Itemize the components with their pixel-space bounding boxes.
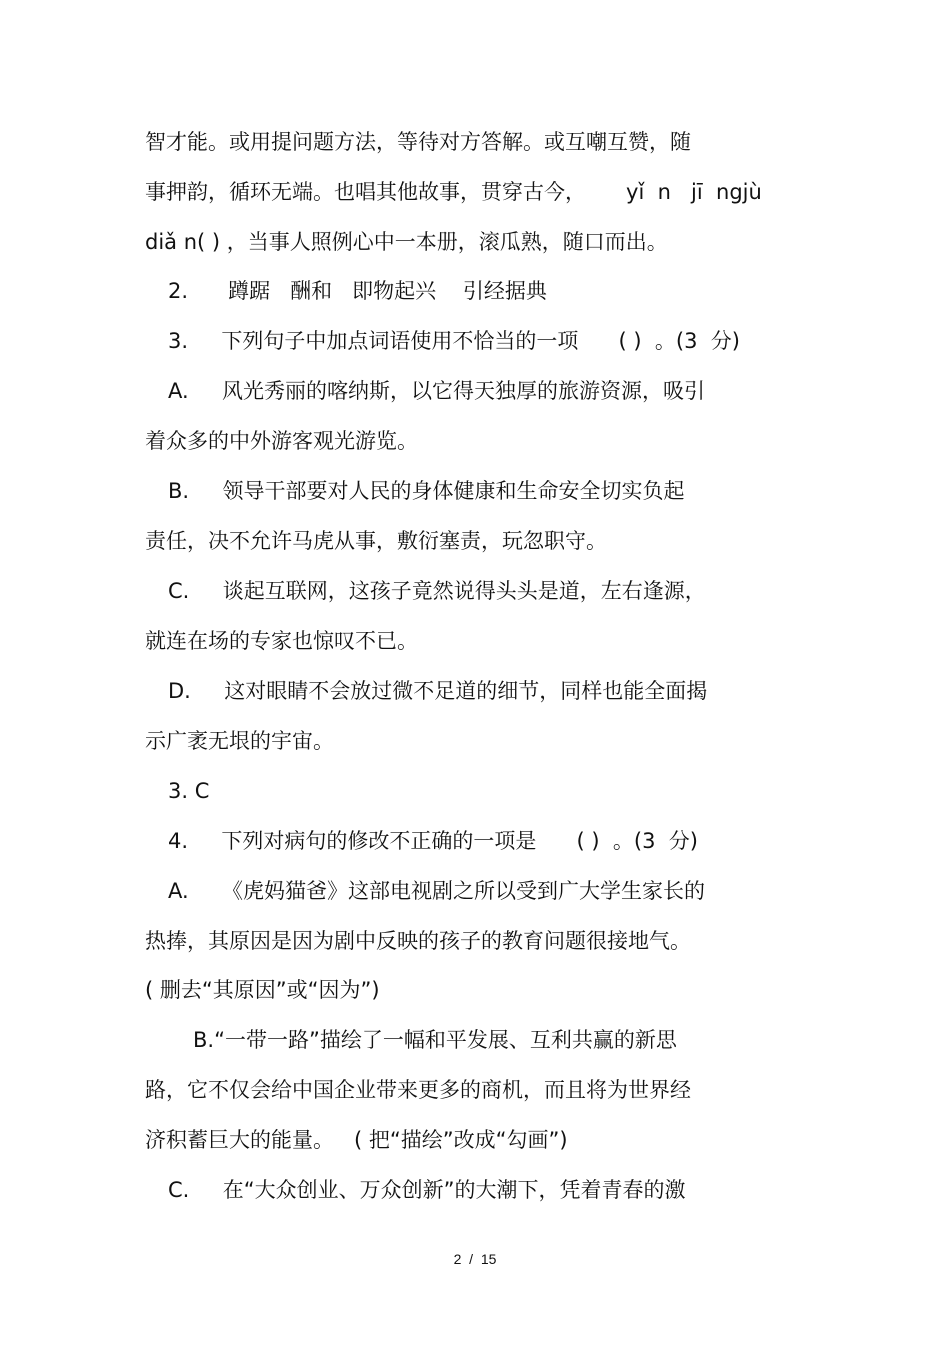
option-line: C. 在“大众创业、万众创新”的大潮下，凭着青春的激 (168, 1178, 686, 1202)
text-line: 济积蓄巨大的能量。 ( 把“描绘”改成“勾画”) (145, 1128, 568, 1152)
option-line: A. 《虎妈猫爸》这部电视剧之所以受到广大学生家长的 (168, 879, 706, 903)
text-line: 路，它不仅会给中国企业带来更多的商机，而且将为世界经 (145, 1078, 691, 1102)
option-line: C. 谈起互联网，这孩子竟然说得头头是道，左右逢源， (168, 579, 706, 603)
option-line: D. 这对眼睛不会放过微不足道的细节，同样也能全面揭 (168, 679, 708, 703)
text-line: 责任，决不允许马虎从事，敷衍塞责，玩忽职守。 (145, 529, 607, 553)
text-line: diǎ n( ) ，当事人照例心中一本册，滚瓜熟，随口而出。 (145, 230, 668, 254)
question-heading: 4. 下列对病句的修改不正确的一项是 ( ) 。(3 分) (168, 829, 698, 853)
page-number: 2 / 15 (453, 1251, 497, 1267)
text-line: 着众多的中外游客观光游览。 (145, 429, 418, 453)
question-heading: 3. 下列句子中加点词语使用不恰当的一项 ( ) 。(3 分) (168, 329, 740, 353)
answer-line: 3. C (168, 779, 210, 803)
text-line: 就连在场的专家也惊叹不已。 (145, 629, 418, 653)
text-line: 事押韵，循环无端。也唱其他故事，贯穿古今， yǐ n jī ngjù (145, 180, 762, 204)
option-line: A. 风光秀丽的喀纳斯，以它得天独厚的旅游资源，吸引 (168, 379, 706, 403)
text-line: 2. 蹲踞 酬和 即物起兴 引经据典 (168, 279, 547, 303)
option-line: B. 领导干部要对人民的身体健康和生命安全切实负起 (168, 479, 685, 503)
option-line: B.“一带一路”描绘了一幅和平发展、互利共赢的新思 (193, 1028, 677, 1052)
text-line: 智才能。或用提问题方法，等待对方答解。或互嘲互赞，随 (145, 130, 691, 154)
text-line: ( 删去“其原因”或“因为”) (145, 978, 380, 1002)
text-line: 示广袤无垠的宇宙。 (145, 729, 334, 753)
text-line: 热捧，其原因是因为剧中反映的孩子的教育问题很接地气。 (145, 929, 691, 953)
